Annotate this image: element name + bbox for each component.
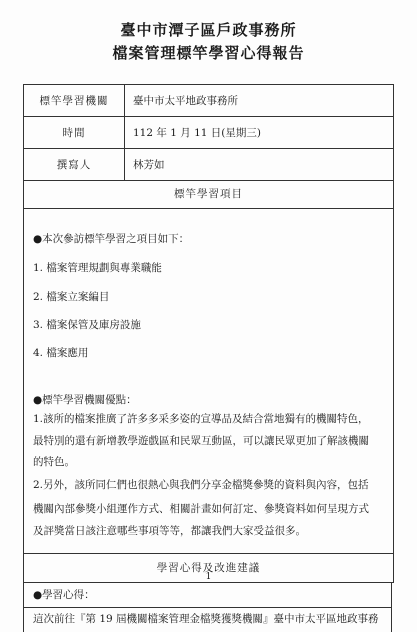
- info-label: 時間: [24, 117, 125, 149]
- intro-text: ●本次參訪標竿學習之項目如下：: [33, 233, 190, 245]
- advantages-title: ●標竿學習機關優點：: [33, 394, 137, 406]
- section-heading: 標竿學習項目: [24, 181, 393, 209]
- info-value: 臺中市太平地政事務所: [125, 85, 394, 117]
- info-row-author: [24, 149, 394, 181]
- section-heading: 學習心得及改進建議: [156, 562, 261, 574]
- report-form: [23, 84, 394, 632]
- page-number: 1: [205, 572, 212, 582]
- reflection-text: 這次前往『第 19 屆機關檔案管理金檔獎獲獎機關』臺中市太平區地政事務: [23, 608, 392, 632]
- info-label: 標竿學習機關: [24, 85, 125, 117]
- section-body-cont: [24, 503, 393, 553]
- paragraph-line: 及評獎當日該注意哪些事項等等，都讓我們大家受益很多。: [33, 525, 306, 537]
- section-learning-items: [23, 181, 394, 554]
- info-row-time: [24, 117, 394, 149]
- paragraph-line: 機關內部參獎小組運作方式、相關計畫如何訂定、參獎資料如何呈現方式: [33, 503, 369, 515]
- study-title: ●學習心得：: [23, 583, 392, 608]
- list-item: 3. 檔案保管及庫房設施: [33, 319, 141, 331]
- info-value: 林芳如: [125, 149, 394, 181]
- list-item: 4. 檔案應用: [33, 347, 89, 359]
- paragraph-line: 1.該所的檔案推廣了許多多采多姿的宣導品及結合當地獨有的機關特色，: [33, 413, 369, 425]
- info-label: 撰寫人: [24, 149, 125, 181]
- list-item: 2. 檔案立案編目: [33, 291, 110, 303]
- page-title: 臺中市潭子區戶政事務所: [120, 21, 297, 39]
- paragraph-line: 最特別的還有新增教學遊戲區和民眾互動區，可以讓民眾更加了解該機關: [33, 435, 369, 447]
- paragraph-line: 的特色。: [33, 456, 75, 468]
- info-table: [23, 84, 394, 181]
- paragraph-line: 2.另外，該所同仁們也很熱心與我們分享金檔獎參獎的資料與內容，包括: [33, 479, 369, 491]
- page-subtitle: 檔案管理標竿學習心得報告: [112, 44, 305, 62]
- list-item: 1. 檔案管理規劃與專業職能: [33, 262, 162, 274]
- info-value: 112 年 1 月 11 日(星期三): [125, 117, 394, 149]
- section-body: [24, 209, 393, 507]
- info-row-institution: [24, 85, 394, 117]
